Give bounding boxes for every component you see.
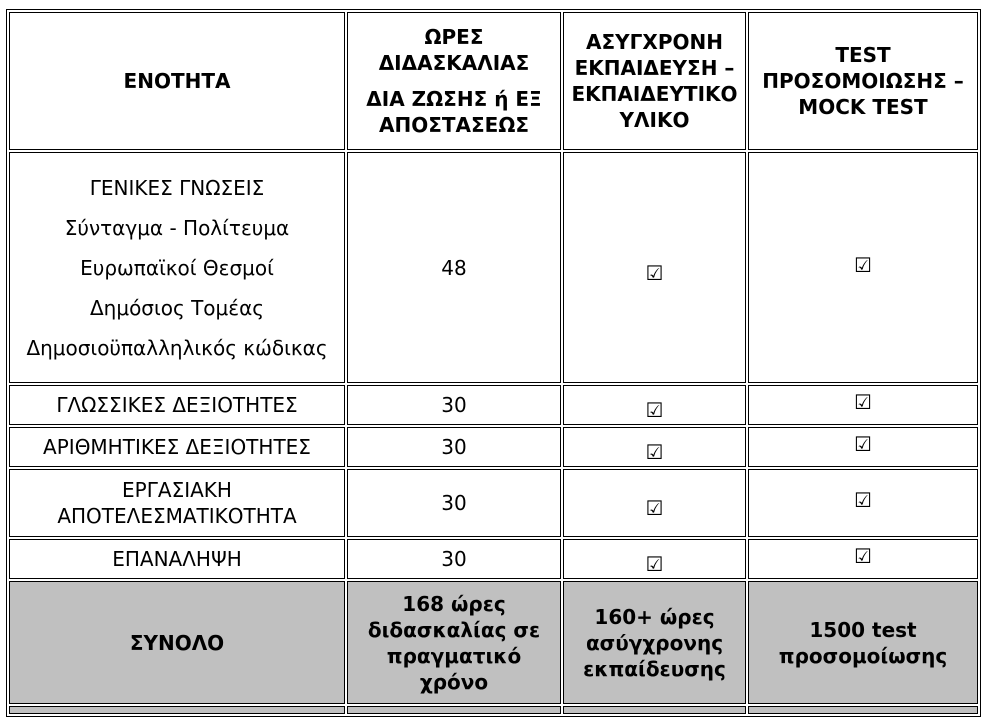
async-cell bbox=[563, 152, 746, 383]
checkbox-icon: ☑ bbox=[854, 390, 872, 414]
test-cell bbox=[748, 152, 978, 383]
unit-cell: ΓΛΩΣΣΙΚΕΣ ΔΕΞΙΟΤΗΤΕΣ bbox=[9, 385, 345, 425]
header-hours-line1: ΩΡΕΣ ΔΙΔΑΣΚΑΛΙΑΣ bbox=[378, 25, 530, 75]
unit-cell: ΕΠΑΝΑΛΗΨΗ bbox=[9, 539, 345, 579]
unit-line: Ευρωπαϊκοί Θεσμοί bbox=[80, 255, 274, 280]
header-hours bbox=[347, 12, 561, 150]
checkbox-icon: ☑ bbox=[645, 398, 664, 422]
hours-cell: 30 bbox=[347, 427, 561, 467]
table-row bbox=[9, 427, 978, 467]
next-row-cell bbox=[563, 706, 746, 714]
table-row bbox=[9, 385, 978, 425]
unit-cell-general-knowledge bbox=[9, 152, 345, 383]
checkbox-icon: ☑ bbox=[854, 252, 872, 277]
table-row bbox=[9, 469, 978, 537]
checkbox-icon: ☑ bbox=[645, 496, 664, 520]
table-row bbox=[9, 539, 978, 579]
unit-cell: ΕΡΓΑΣΙΑΚΗ ΑΠΟΤΕΛΕΣΜΑΤΙΚΟΤΗΤΑ bbox=[9, 469, 345, 537]
next-row-cell bbox=[347, 706, 561, 714]
total-label: ΣΥΝΟΛΟ bbox=[9, 581, 345, 704]
unit-line: ΓΕΝΙΚΕΣ ΓΝΩΣΕΙΣ bbox=[89, 175, 265, 200]
next-row-cell bbox=[9, 706, 345, 714]
async-cell bbox=[563, 469, 746, 537]
checkbox-icon: ☑ bbox=[645, 552, 664, 576]
course-schedule-table bbox=[6, 9, 981, 717]
checkbox-icon: ☑ bbox=[854, 488, 872, 512]
checkbox-icon: ☑ bbox=[645, 440, 664, 464]
unit-line: Δημόσιος Τομέας bbox=[89, 295, 264, 320]
total-async: 160+ ώρες ασύγχρονης εκπαίδευσης bbox=[563, 581, 746, 704]
test-cell bbox=[748, 469, 978, 537]
test-cell bbox=[748, 427, 978, 467]
hours-cell: 30 bbox=[347, 539, 561, 579]
hours-cell: 30 bbox=[347, 469, 561, 537]
unit-line: Δημοσιοϋπαλληλικός κώδικας bbox=[26, 335, 328, 360]
header-async: ΑΣΥΓΧΡΟΝΗ ΕΚΠΑΙΔΕΥΣΗ – ΕΚΠΑΙΔΕΥΤΙΚΟ ΥΛΙΚΟ bbox=[563, 12, 746, 150]
total-hours: 168 ώρες διδασκαλίας σε πραγματικό χρόνο bbox=[347, 581, 561, 704]
test-cell bbox=[748, 385, 978, 425]
total-row bbox=[9, 581, 978, 704]
header-test: TEST ΠΡΟΣΟΜΟΙΩΣΗΣ – MOCK TEST bbox=[748, 12, 978, 150]
checkbox-icon: ☑ bbox=[854, 544, 872, 568]
unit-cell: ΑΡΙΘΜΗΤΙΚΕΣ ΔΕΞΙΟΤΗΤΕΣ bbox=[9, 427, 345, 467]
checkbox-icon: ☑ bbox=[854, 432, 872, 456]
test-cell bbox=[748, 539, 978, 579]
next-row-partial bbox=[9, 706, 978, 714]
next-row-cell bbox=[748, 706, 978, 714]
header-hours-line2: ΔΙΑ ΖΩΣΗΣ ή ΕΞ ΑΠΟΣΤΑΣΕΩΣ bbox=[366, 87, 542, 137]
async-cell bbox=[563, 385, 746, 425]
hours-cell: 30 bbox=[347, 385, 561, 425]
unit-line: Σύνταγμα - Πολίτευμα bbox=[64, 215, 290, 240]
header-row bbox=[9, 12, 978, 150]
hours-cell: 48 bbox=[347, 152, 561, 383]
checkbox-icon: ☑ bbox=[645, 260, 664, 285]
total-test: 1500 test προσομοίωσης bbox=[748, 581, 978, 704]
async-cell bbox=[563, 427, 746, 467]
table-row bbox=[9, 152, 978, 383]
async-cell bbox=[563, 539, 746, 579]
header-unit: ΕΝΟΤΗΤΑ bbox=[9, 12, 345, 150]
